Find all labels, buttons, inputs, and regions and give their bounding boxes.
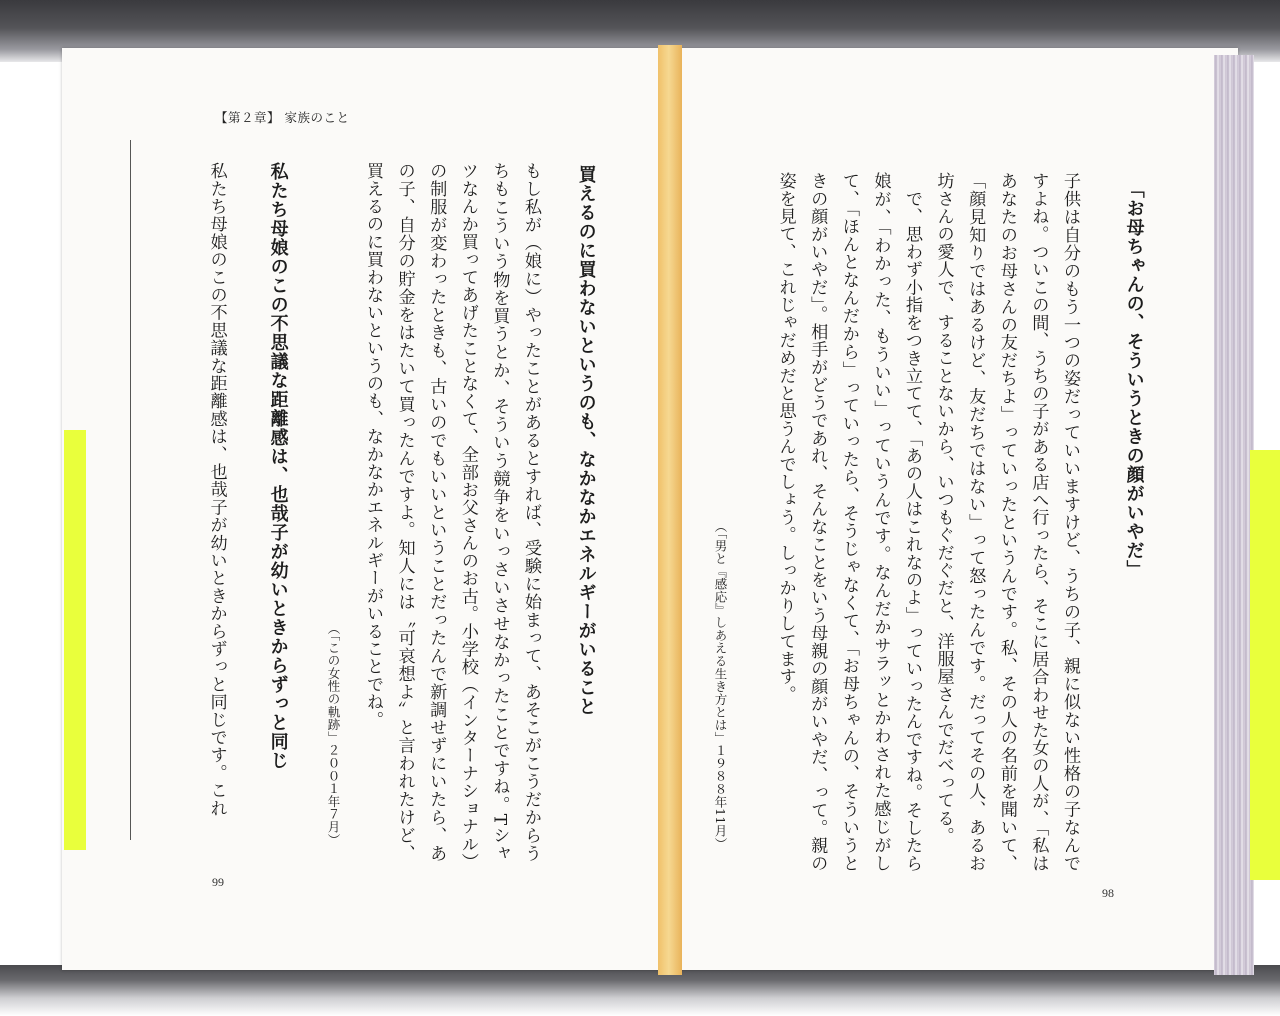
book-gutter — [658, 45, 682, 975]
page-edge-stack — [1214, 55, 1254, 975]
right-source: （「男と『感応』しあえる生き方とは」１９８８年11月） — [713, 520, 728, 851]
page-number-left: 99 — [212, 875, 224, 889]
right-body: 子供は自分のもう一つの姿だっていいますけど、うちの子、親に似ない性格の子なんですよね。ついこの間、うちの子がある店へ行ったら、そこに居合わせた女の人が、「私はあなたのお母さんの友だちよ」っていったというんです。私、その人の名前を聞いて、「顔見知りではあるけど、友だちではない」って怒ったんです。だってその人、あるお坊さんの愛人で、することないから、いつもぐだぐだと、洋服屋さんでだべってる。 で、思わず小指をつき立てて、「あの人はこれなのよ」っていったんですね。そしたら娘が、「わかった、もういい」っていうんです。なんだかサラッとかわされた感じがして、「ほんとなんだから」っていったら、そうじゃなくて、「お母ちゃんの、そういうときの顔がいやだ」。相手がどうであれ、そんなことをいう母親の顔がいやだ、って。親の姿を見て、これじゃだめだと思うんでしょう。しっかりしてます。 — [775, 172, 1080, 872]
sticky-tab-right — [1250, 450, 1280, 880]
right-heading: 「お母ちゃんの、そういうときの顔がいやだ」 — [1123, 180, 1145, 579]
page-number-right: 98 — [1102, 886, 1114, 900]
scan-border-bottom — [0, 965, 1280, 1016]
section1-source: （「この女性の軌跡」２００１年７月） — [326, 622, 341, 847]
section2-body: 私たち母娘のこの不思議な距離感は、也哉子が幼いときからずっと同じです。これ — [206, 162, 227, 817]
section1-body: もし私が（娘に）やったことがあるとすれば、受験に始まって、あそこがこうだからうちもこういう物を買うとか、そういう競争をいっさいさせなかったことですね。Tシャツなんか買ってあげたことなくて、全部お父さんのお古。小学校（インターナショナル）の制服が変わったときも、古いのでもいいということだったんで新調せずにいたら、あの子、自分の貯金をはたいて買ったんですよ。知人には〝可哀想よ〟と言われたけど、買えるのに買わないというのも、なかなかエネルギーがいることでね。 — [363, 162, 541, 862]
section1-heading: 買えるのに買わないというのも、なかなかエネルギーがいること — [575, 165, 597, 716]
sticky-tab-left — [64, 430, 86, 850]
section2-heading: 私たち母娘のこの不思議な距離感は、也哉子が幼いときからずっと同じ — [267, 162, 289, 770]
running-header: 【第２章】 家族のこと — [215, 110, 350, 125]
section-divider-line — [130, 140, 131, 840]
